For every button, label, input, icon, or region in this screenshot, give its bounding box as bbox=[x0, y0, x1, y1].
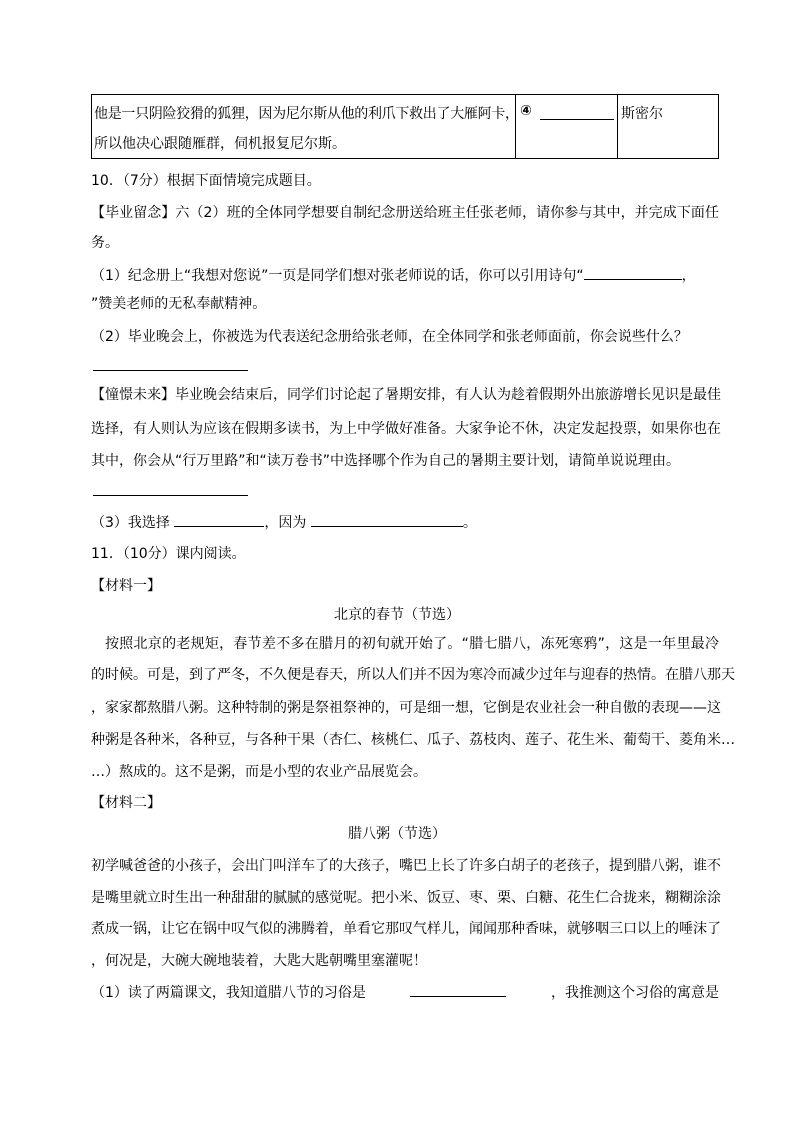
character-table bbox=[91, 94, 719, 159]
material-2-line-2: 是嘴里就立时生出一种甜甜的腻腻的感觉呢。把小米、饭豆、枣、栗、白糖、花生仁合拢来，糊糊涂涂 bbox=[91, 890, 721, 906]
q10-part3 bbox=[91, 512, 477, 532]
material-1-line-1: 按照北京的老规矩，春节差不多在腊月的初旬就开始了。“腊七腊八，冻死寒鸦”，这是一年里最冷 bbox=[105, 636, 719, 652]
q10-part2: （2）毕业晚会上，你被选为代表送纪念册给张老师，在全体同学和张老师面前，你会说些什么？ bbox=[91, 329, 688, 345]
q10-part3-choose: （3）我选择 bbox=[91, 515, 170, 531]
custom-blank[interactable] bbox=[410, 982, 506, 997]
material-2-title: 腊八粥（节选） bbox=[348, 826, 446, 842]
table-cell-blank bbox=[516, 95, 618, 158]
material-2-line-4: ，何况是，大碗大碗地装着，大匙大匙朝嘴里塞灌呢！ bbox=[91, 953, 427, 969]
material-1-line-3: ，家家都熬腊八粥。这种特制的粥是祭祖祭神的，可是细一想，它倒是农业社会一种自傲的表现——这 bbox=[91, 700, 721, 716]
q10-intro-line-1: 【毕业留念】六（2）班的全体同学想要自制纪念册送给班主任张老师，请你参与其中，并完成下面任 bbox=[91, 205, 719, 221]
answer-blank[interactable] bbox=[540, 119, 614, 120]
q10-part1-comma: ， bbox=[681, 268, 696, 284]
material-1-line-4: 种粥是各种米，各种豆，与各种干果（杏仁、核桃仁、瓜子、荔枝肉、莲子、花生米、葡萄干、菱角米… bbox=[91, 732, 735, 748]
material-2-line-1: 初学喊爸爸的小孩子，会出门叫洋车了的大孩子，嘴巴上长了许多白胡子的老孩子，提到腊八粥，谁不 bbox=[91, 858, 721, 874]
table-answer: 斯密尔 bbox=[621, 106, 663, 122]
circled-number: ④ bbox=[520, 103, 532, 119]
q10-future-line-2: 选择，有人则认为应该在假期多读书，为上中学做好准备。大家争论不休，决定发起投票，如果你也在 bbox=[91, 421, 721, 437]
q10-intro-line-2: 务。 bbox=[91, 235, 119, 251]
q10-part1-text: （1）纪念册上“我想对您说”一页是同学们想对张老师说的话，你可以引用诗句“ bbox=[91, 268, 584, 284]
q10-header: 10．（7分）根据下面情境完成题目。 bbox=[91, 173, 321, 189]
material-1-line-2: 的时候。可是，到了严冬，不久便是春天，所以人们并不因为寒冷而减少过年与迎春的热情。在腊八那天 bbox=[91, 667, 735, 683]
material-1-line-5: …）熬成的。这不是粥，而是小型的农业产品展览会。 bbox=[91, 764, 427, 780]
q10-part1-line-1 bbox=[91, 265, 696, 285]
table-cell-answer bbox=[618, 95, 718, 158]
q11-header: 11．（10分）课内阅读。 bbox=[91, 546, 246, 562]
answer-line-2[interactable] bbox=[93, 495, 248, 496]
table-row-text-2: 所以他决心跟随雁群，伺机报复尼尔斯。 bbox=[94, 136, 346, 152]
q10-future-line-3: 其中，你会从“行万里路”和“读万卷书”中选择哪个作为自己的暑期主要计划，请简单说说理由。 bbox=[91, 453, 681, 469]
poem-blank-1[interactable] bbox=[584, 265, 682, 280]
reason-blank[interactable] bbox=[311, 512, 463, 527]
table-row-text-1: 他是一只阴险狡猾的狐狸，因为尼尔斯从他的利爪下救出了大雁阿卡， bbox=[94, 106, 519, 122]
material-1-label: 【材料一】 bbox=[91, 578, 161, 594]
table-cell-description bbox=[92, 95, 519, 158]
q10-part1-line-2: ”赞美老师的无私奉献精神。 bbox=[91, 296, 267, 312]
material-2-label: 【材料二】 bbox=[91, 795, 161, 811]
material-1-title: 北京的春节（节选） bbox=[334, 607, 460, 623]
q11-part1-text: （1）读了两篇课文，我知道腊八节的习俗是 bbox=[91, 985, 366, 1001]
answer-line-1[interactable] bbox=[93, 370, 248, 371]
q10-part3-because: ，因为 bbox=[264, 515, 307, 531]
q10-future-line-1: 【憧憬未来】毕业晚会结束后，同学们讨论起了暑期安排，有人认为趁着假期外出旅游增长见识是最佳 bbox=[91, 387, 721, 403]
q11-part1 bbox=[91, 982, 719, 1002]
q10-part3-end: 。 bbox=[462, 515, 477, 531]
choice-blank[interactable] bbox=[174, 512, 264, 527]
q11-part1-text-2: ，我推测这个习俗的寓意是 bbox=[551, 985, 719, 1001]
material-2-line-3: 煮成一锅，让它在锅中叹气似的沸腾着，单看它那叹气样儿，闻闻那种香味，就够咽三口以上的唾沫了 bbox=[91, 921, 721, 937]
